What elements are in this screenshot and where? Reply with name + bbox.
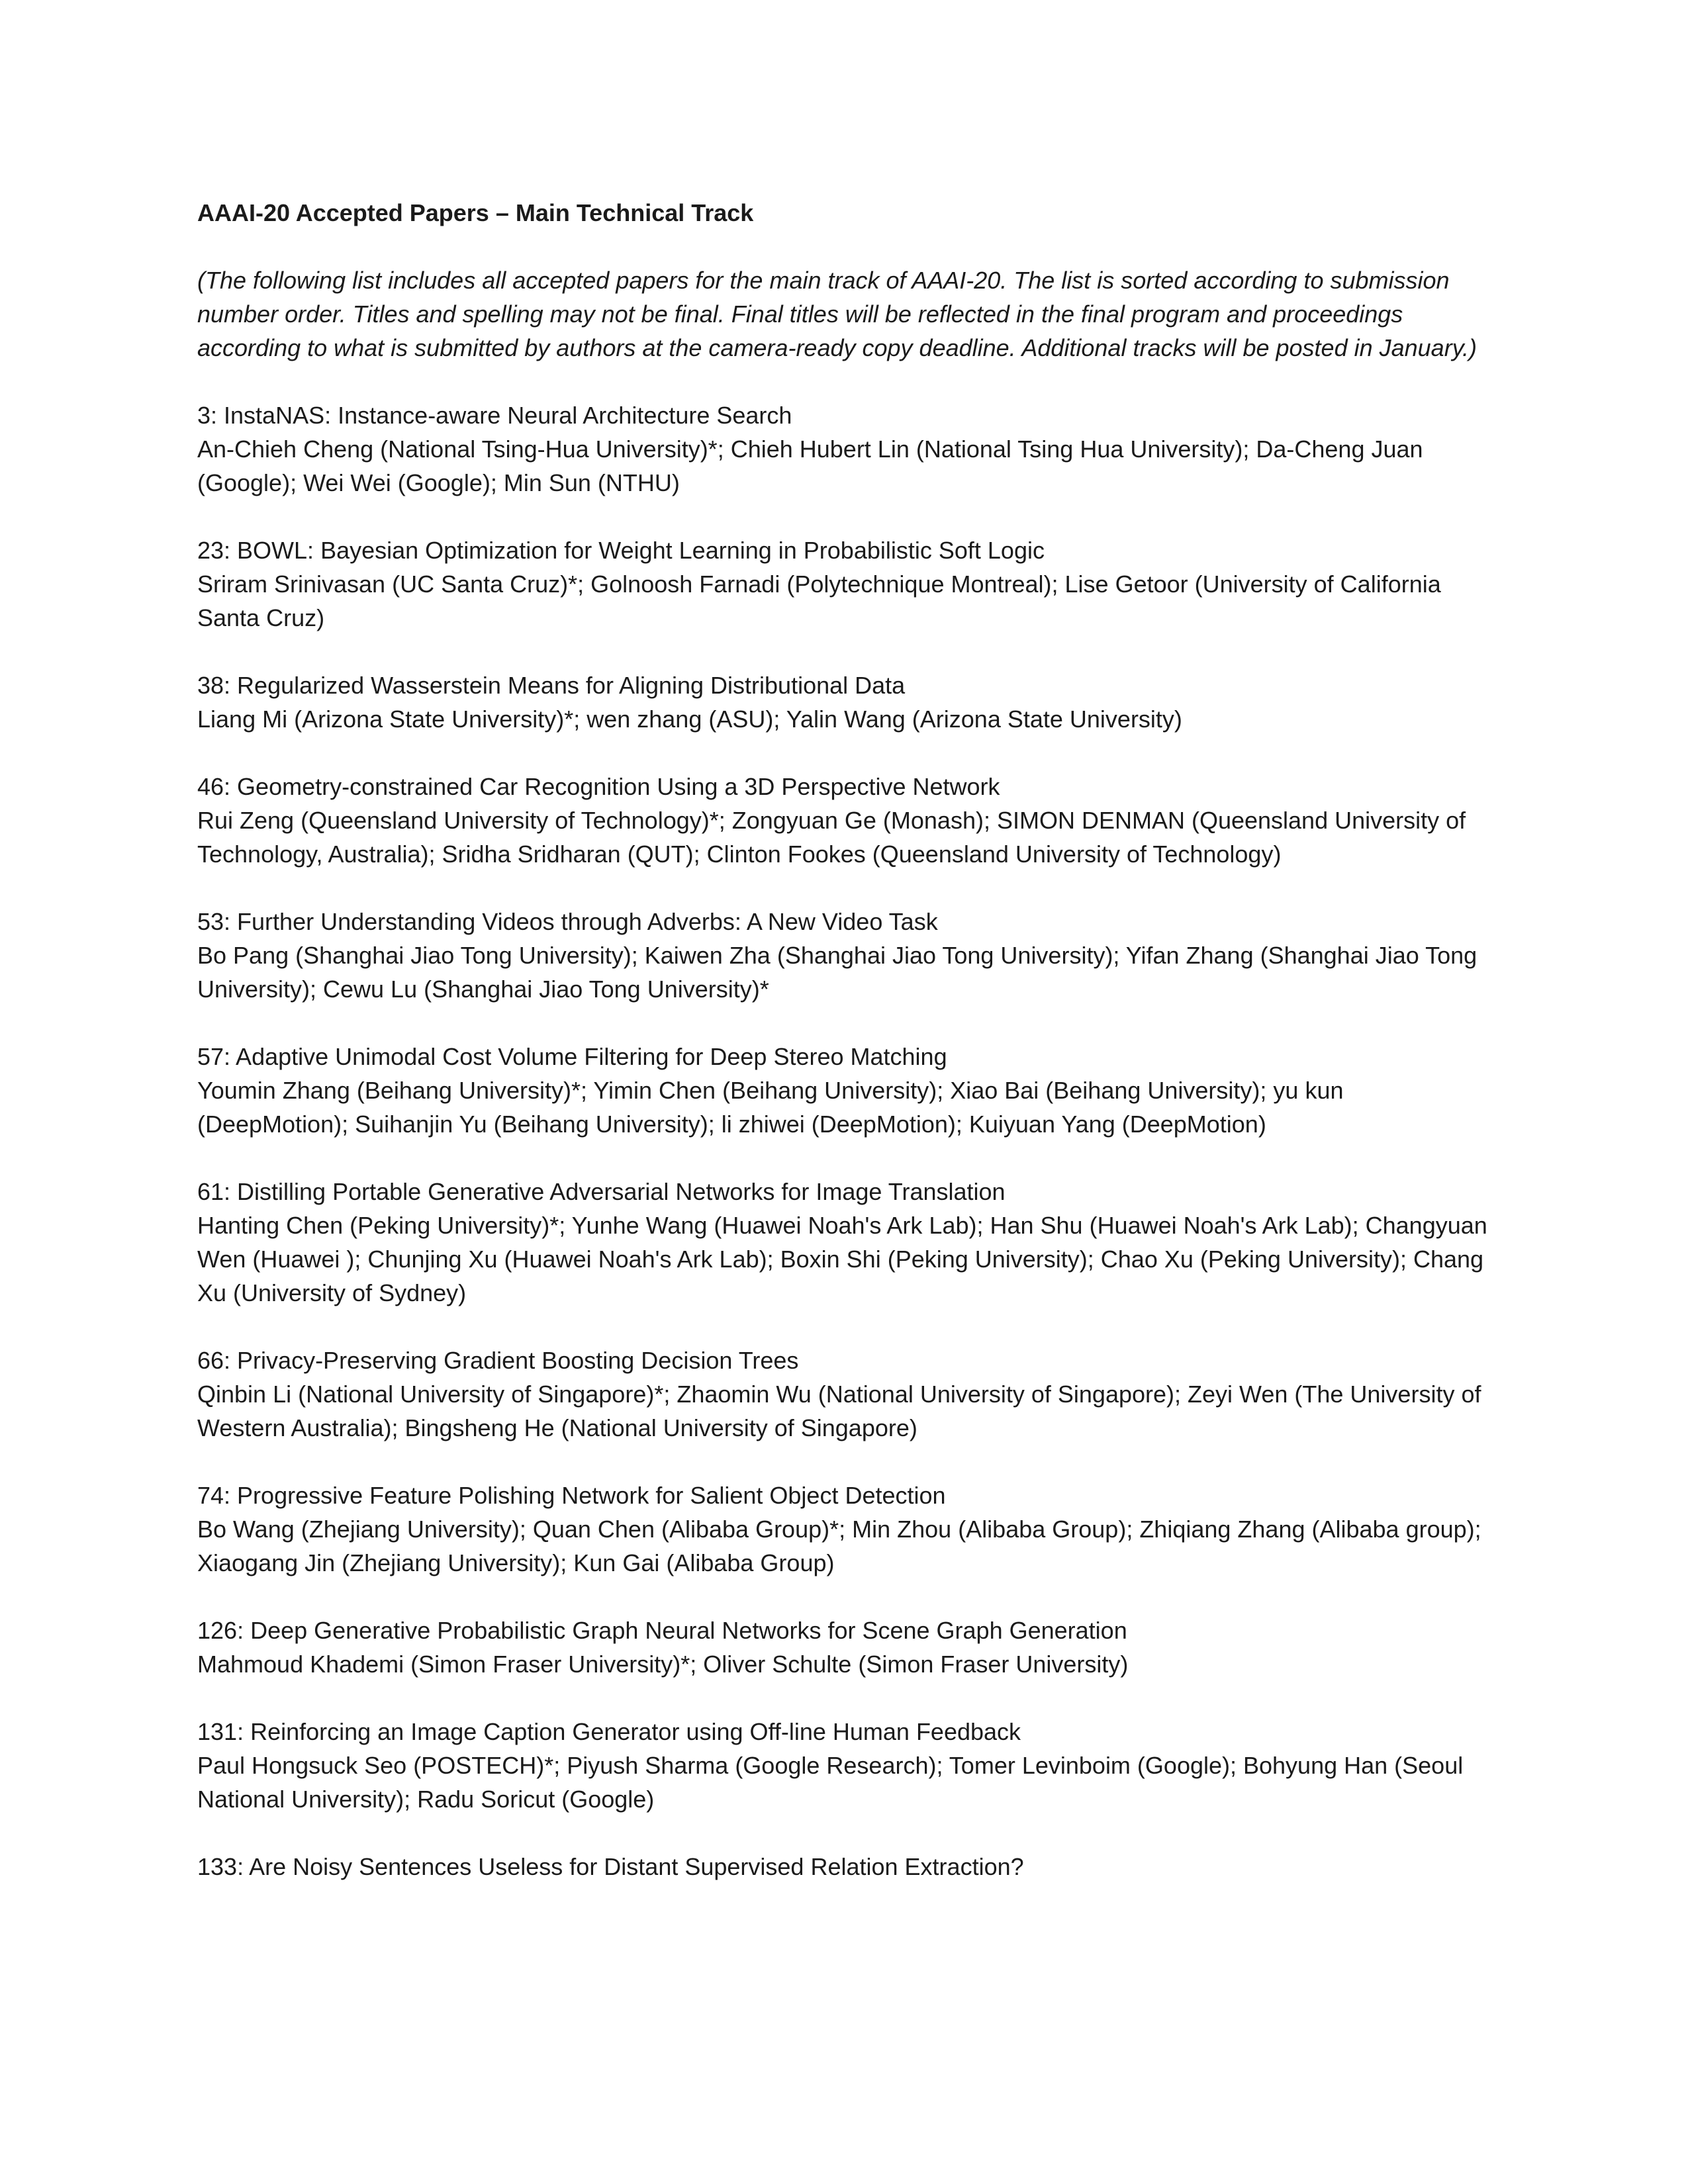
paper-entry [197, 770, 1495, 871]
paper-title: 46: Geometry-constrained Car Recognition Using a 3D Perspective Network [197, 773, 1000, 800]
paper-entry [197, 1715, 1495, 1816]
paper-entry [197, 668, 1495, 736]
document-intro: (The following list includes all accepted papers for the main track of AAAI-20. The list is sorted according to submission number order. Titles and spelling may not be final. Final titles will be reflected in the final program and proceedings according to what is submitted by authors at the camera-ready copy deadline. Additional tracks will be posted in January.) [197, 267, 1477, 361]
paper-authors: Sriram Srinivasan (UC Santa Cruz)*; Golnoosh Farnadi (Polytechnique Montreal); Lise Getoor (University of California Santa Cruz) [197, 570, 1441, 631]
paper-authors: Hanting Chen (Peking University)*; Yunhe Wang (Huawei Noah's Ark Lab); Han Shu (Huawei Noah's Ark Lab); Changyuan Wen (Huawei ); Chunjing Xu (Huawei Noah's Ark Lab); Boxin Shi (Peking University); Chao Xu (Peking University); Chang Xu (University of Sydney) [197, 1212, 1487, 1306]
paper-title: 23: BOWL: Bayesian Optimization for Weight Learning in Probabilistic Soft Logic [197, 537, 1045, 564]
paper-authors: Qinbin Li (National University of Singapore)*; Zhaomin Wu (National University of Singapore); Zeyi Wen (The University of Western Australia); Bingsheng He (National University of Singapore) [197, 1381, 1481, 1441]
paper-title: 131: Reinforcing an Image Caption Generator using Off-line Human Feedback [197, 1718, 1021, 1745]
paper-authors: Mahmoud Khademi (Simon Fraser University)*; Oliver Schulte (Simon Fraser University) [197, 1651, 1129, 1678]
paper-title: 66: Privacy-Preserving Gradient Boosting Decision Trees [197, 1347, 799, 1374]
paper-entry [197, 1850, 1495, 1884]
paper-title: 74: Progressive Feature Polishing Network for Salient Object Detection [197, 1482, 946, 1509]
paper-authors: An-Chieh Cheng (National Tsing-Hua University)*; Chieh Hubert Lin (National Tsing Hua University); Da-Cheng Juan (Google); Wei Wei (Google); Min Sun (NTHU) [197, 435, 1423, 496]
paper-title: 53: Further Understanding Videos through Adverbs: A New Video Task [197, 908, 938, 935]
paper-title: 126: Deep Generative Probabilistic Graph Neural Networks for Scene Graph Generation [197, 1617, 1127, 1644]
paper-authors: Bo Pang (Shanghai Jiao Tong University); Kaiwen Zha (Shanghai Jiao Tong University); Yifan Zhang (Shanghai Jiao Tong University); Cewu Lu (Shanghai Jiao Tong University)* [197, 942, 1477, 1003]
paper-title: 3: InstaNAS: Instance-aware Neural Architecture Search [197, 402, 792, 429]
paper-authors: Youmin Zhang (Beihang University)*; Yimin Chen (Beihang University); Xiao Bai (Beihang University); yu kun (DeepMotion); Suihanjin Yu (Beihang University); li zhiwei (DeepMotion); Kuiyuan Yang (DeepMotion) [197, 1077, 1344, 1138]
document-title: AAAI-20 Accepted Papers – Main Technical Track [197, 199, 754, 226]
paper-entry [197, 1040, 1495, 1141]
paper-authors: Paul Hongsuck Seo (POSTECH)*; Piyush Sharma (Google Research); Tomer Levinboim (Google); Bohyung Han (Seoul National University); Radu Soricut (Google) [197, 1752, 1464, 1813]
paper-entry [197, 533, 1495, 635]
document-page [197, 196, 1495, 1917]
paper-entry [197, 1479, 1495, 1580]
paper-title: 38: Regularized Wasserstein Means for Aligning Distributional Data [197, 672, 906, 699]
paper-title: 57: Adaptive Unimodal Cost Volume Filtering for Deep Stereo Matching [197, 1043, 947, 1070]
paper-authors: Bo Wang (Zhejiang University); Quan Chen (Alibaba Group)*; Min Zhou (Alibaba Group); Zhiqiang Zhang (Alibaba group); Xiaogang Jin (Zhejiang University); Kun Gai (Alibaba Group) [197, 1516, 1481, 1576]
paper-entry [197, 1614, 1495, 1681]
paper-entry [197, 905, 1495, 1006]
paper-title: 61: Distilling Portable Generative Adversarial Networks for Image Translation [197, 1178, 1006, 1205]
paper-title: 133: Are Noisy Sentences Useless for Distant Supervised Relation Extraction? [197, 1853, 1024, 1880]
paper-authors: Rui Zeng (Queensland University of Technology)*; Zongyuan Ge (Monash); SIMON DENMAN (Queensland University of Technology, Australia); Sridha Sridharan (QUT); Clinton Fookes (Queensland University of Technology) [197, 807, 1466, 868]
paper-entry [197, 1343, 1495, 1445]
paper-authors: Liang Mi (Arizona State University)*; wen zhang (ASU); Yalin Wang (Arizona State University) [197, 705, 1182, 733]
paper-entry [197, 1175, 1495, 1310]
paper-entry [197, 398, 1495, 500]
